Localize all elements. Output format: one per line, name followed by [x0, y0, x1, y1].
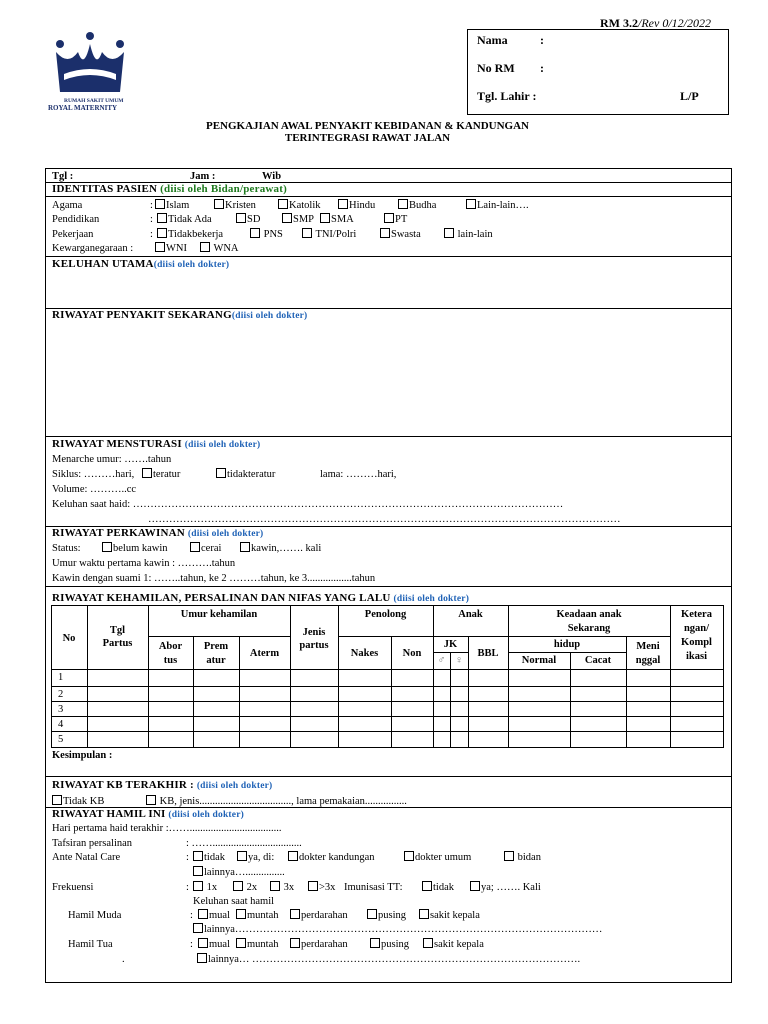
- lama-haid-field[interactable]: lama: ………hari,: [320, 469, 397, 480]
- female-icon: ♀: [455, 655, 463, 666]
- pekerjaan-tni-polri[interactable]: TNI/Polri: [302, 228, 356, 241]
- th-anak: Anak: [458, 609, 483, 620]
- male-icon: ♂: [437, 655, 446, 666]
- th-nakes: Nakes: [350, 648, 379, 659]
- status-label: Status:: [52, 543, 81, 554]
- kb-jenis[interactable]: KB, jenis..................................., lama pemakaian................: [146, 795, 407, 808]
- riwayat-mensturasi-title: RIWAYAT MENSTURASI (diisi oleh dokter): [52, 438, 261, 450]
- th-penolong: Penolong: [364, 609, 407, 620]
- hospital-name-line2: ROYAL MATERNITY: [48, 104, 118, 112]
- anc-dokter-kandungan[interactable]: dokter kandungan: [288, 851, 375, 864]
- anc-label: Ante Natal Care: [52, 852, 121, 863]
- pekerjaan-swasta[interactable]: Swasta: [380, 228, 421, 241]
- riwayat-kehamilan-title: RIWAYAT KEHAMILAN, PERSALINAN DAN NIFAS YANG LALU (diisi oleh dokter): [52, 592, 470, 604]
- status-cerai[interactable]: cerai: [190, 542, 221, 555]
- pendidikan-colon: :: [150, 214, 153, 225]
- patient-name-label: Nama: [477, 33, 508, 47]
- tua-perdarahan[interactable]: perdarahan: [290, 938, 348, 951]
- tua-muntah[interactable]: muntah: [236, 938, 279, 951]
- hospital-name-line1: RUMAH SAKIT UMUM: [64, 98, 124, 104]
- anc-dokter-umum[interactable]: dokter umum: [404, 851, 471, 864]
- table-row-1[interactable]: 1: [58, 672, 64, 683]
- volume-field[interactable]: Volume: ………..cc: [52, 484, 137, 495]
- imunisasi-ya[interactable]: ya; ……. Kali: [470, 881, 541, 894]
- agama-kristen[interactable]: Kristen: [214, 199, 256, 212]
- agama-katolik[interactable]: Katolik: [278, 199, 321, 212]
- anc-tidak[interactable]: tidak: [193, 851, 225, 864]
- frekuensi-more-3x[interactable]: >3x: [308, 881, 335, 894]
- pekerjaan-pns[interactable]: PNS: [250, 228, 283, 241]
- table-row-5[interactable]: 5: [58, 734, 64, 745]
- agama-islam[interactable]: Islam: [155, 199, 189, 212]
- patient-sex-label[interactable]: L/P: [680, 89, 699, 103]
- agama-lain[interactable]: Lain-lain….: [466, 199, 529, 212]
- frekuensi-1x[interactable]: 1x: [193, 881, 217, 894]
- kb-tidak[interactable]: Tidak KB: [52, 795, 104, 808]
- th-tgl: Tgl: [109, 625, 126, 636]
- th-keterangan-1: Ketera: [681, 609, 712, 620]
- muda-perdarahan[interactable]: perdarahan: [290, 909, 348, 922]
- riwayat-perkawinan-title: RIWAYAT PERKAWINAN (diisi oleh dokter): [52, 527, 264, 539]
- status-belum-kawin[interactable]: belum kawin: [102, 542, 168, 555]
- keluhan-haid-continuation[interactable]: ………………………………………………………………………………………………………………………: [148, 514, 621, 525]
- agama-colon: :: [150, 200, 153, 211]
- siklus-teratur[interactable]: teratur: [142, 468, 180, 481]
- tua-mual[interactable]: mual: [198, 938, 230, 951]
- pekerjaan-lain[interactable]: lain-lain: [444, 228, 493, 241]
- th-normal: Normal: [521, 655, 557, 666]
- th-keterangan-2: ngan/: [683, 623, 710, 634]
- keluhan-utama-title: KELUHAN UTAMA(diisi oleh dokter): [52, 258, 230, 270]
- th-keadaan-anak: Keadaan anak: [556, 609, 622, 620]
- form-title-1: PENGKAJIAN AWAL PENYAKIT KEBIDANAN & KANDUNGAN: [205, 120, 529, 132]
- hamil-tua-colon: :: [190, 939, 193, 950]
- patient-dob-label[interactable]: Tgl. Lahir :: [477, 89, 537, 103]
- hospital-crown-logo: [48, 30, 132, 98]
- agama-label: Agama: [52, 200, 83, 211]
- status-kawin[interactable]: kawin,……. kali: [240, 542, 321, 555]
- tua-pusing[interactable]: pusing: [370, 938, 409, 951]
- th-jenis: Jenis: [302, 627, 326, 638]
- form-code: RM 3.2/Rev 0/12/2022: [600, 16, 711, 30]
- pendidikan-label: Pendidikan: [52, 214, 100, 225]
- th-prematur-2: atur: [206, 655, 226, 666]
- imunisasi-label: Imunisasi TT:: [344, 882, 403, 893]
- muda-mual[interactable]: mual: [198, 909, 230, 922]
- th-prematur-1: Prem: [203, 641, 229, 652]
- table-row-2[interactable]: 2: [58, 689, 64, 700]
- pendidikan-tidak-ada[interactable]: Tidak Ada: [157, 213, 212, 226]
- muda-sakit-kepala[interactable]: sakit kepala: [419, 909, 480, 922]
- pendidikan-pt[interactable]: PT: [384, 213, 407, 226]
- tafsiran-label: Tafsiran persalinan: [52, 838, 133, 849]
- keluhan-hamil-label: Keluhan saat hamil: [193, 896, 275, 907]
- th-jenis-partus: partus: [299, 640, 329, 651]
- th-no: No: [62, 633, 76, 644]
- pendidikan-sd[interactable]: SD: [236, 213, 260, 226]
- muda-pusing[interactable]: pusing: [367, 909, 406, 922]
- siklus-field[interactable]: Siklus: ………hari,: [52, 469, 135, 480]
- tua-dot: .: [122, 954, 125, 965]
- anc-bidan[interactable]: bidan: [504, 851, 541, 864]
- tua-sakit-kepala[interactable]: sakit kepala: [423, 938, 484, 951]
- time-label[interactable]: Jam :: [190, 171, 216, 182]
- tafsiran-field[interactable]: : ……..................................: [186, 838, 302, 849]
- menarche-field[interactable]: Menarche umur: …….tahun: [52, 454, 172, 465]
- kewarganegaraan-wna[interactable]: WNA: [200, 242, 239, 255]
- agama-budha[interactable]: Budha: [398, 199, 436, 212]
- hpht-field[interactable]: Hari pertama haid terakhir :……...................................: [52, 823, 282, 834]
- pekerjaan-colon: :: [150, 229, 153, 240]
- th-hidup: hidup: [553, 639, 581, 650]
- date-label[interactable]: Tgl :: [52, 171, 74, 182]
- kewarganegaraan-wni[interactable]: WNI: [155, 242, 187, 255]
- th-meninggal-1: Meni: [636, 641, 660, 652]
- frekuensi-3x[interactable]: 3x: [270, 881, 294, 894]
- patient-name-colon[interactable]: :: [540, 33, 544, 47]
- anc-lainnya[interactable]: lainnya…...............: [193, 866, 285, 879]
- umur-kawin-field[interactable]: Umur waktu pertama kawin : ……….tahun: [52, 558, 236, 569]
- anc-colon: :: [186, 852, 189, 863]
- th-non: Non: [402, 648, 422, 659]
- th-abortus-1: Abor: [158, 641, 183, 652]
- hamil-muda-label: Hamil Muda: [68, 910, 122, 921]
- pendidikan-smp[interactable]: SMP: [282, 213, 314, 226]
- pekerjaan-label: Pekerjaan: [52, 229, 94, 240]
- identitas-title: IDENTITAS PASIEN (diisi oleh Bidan/perawat): [52, 183, 287, 195]
- patient-rm-label: No RM: [477, 61, 515, 75]
- patient-rm-colon[interactable]: :: [540, 61, 544, 75]
- imunisasi-tidak[interactable]: tidak: [422, 881, 454, 894]
- th-partus: Partus: [102, 638, 133, 649]
- muda-muntah[interactable]: muntah: [236, 909, 279, 922]
- keluhan-haid-field[interactable]: Keluhan saat haid: ……………………………………………………………………………………………………………: [52, 499, 564, 510]
- agama-hindu[interactable]: Hindu: [338, 199, 375, 212]
- riwayat-hamil-ini-title: RIWAYAT HAMIL INI (diisi oleh dokter): [52, 808, 244, 820]
- anc-ya[interactable]: ya, di:: [237, 851, 274, 864]
- hamil-muda-colon: :: [190, 910, 193, 921]
- kesimpulan-field[interactable]: Kesimpulan :: [52, 750, 113, 761]
- th-meninggal-2: nggal: [635, 655, 661, 666]
- pendidikan-sma[interactable]: SMA: [320, 213, 354, 226]
- pekerjaan-tidak-bekerja[interactable]: Tidakbekerja: [157, 228, 223, 241]
- th-aterm: Aterm: [249, 648, 280, 659]
- muda-lainnya[interactable]: lainnya……………………………………………………………………………………………: [193, 923, 602, 936]
- tua-lainnya[interactable]: lainnya… ………………………………………………………………………………….: [197, 953, 580, 966]
- frekuensi-colon: :: [186, 882, 189, 893]
- th-abortus-2: tus: [163, 655, 178, 666]
- timezone-label: Wib: [262, 171, 282, 182]
- th-keadaan-sekarang: Sekarang: [567, 623, 611, 634]
- th-keterangan-3: Kompl: [681, 637, 712, 648]
- hamil-tua-label: Hamil Tua: [68, 939, 113, 950]
- siklus-tidak-teratur[interactable]: tidakteratur: [216, 468, 275, 481]
- th-bbl: BBL: [477, 648, 499, 659]
- riwayat-penyakit-sekarang-title: RIWAYAT PENYAKIT SEKARANG(diisi oleh dokter): [52, 309, 308, 321]
- table-row-3[interactable]: 3: [58, 704, 64, 715]
- riwayat-kb-title: RIWAYAT KB TERAKHIR : (diisi oleh dokter): [52, 779, 273, 791]
- form-title-2: TERINTEGRASI RAWAT JALAN: [284, 132, 451, 144]
- table-row-4[interactable]: 4: [58, 719, 64, 730]
- th-cacat: Cacat: [584, 655, 612, 666]
- frekuensi-label: Frekuensi: [52, 882, 94, 893]
- kewarganegaraan-label: Kewarganegaraan :: [52, 243, 134, 254]
- th-umur-kehamilan: Umur kehamilan: [180, 609, 258, 620]
- th-keterangan-4: ikasi: [685, 651, 707, 662]
- th-jk: JK: [443, 639, 458, 650]
- kawin-suami-field[interactable]: Kawin dengan suami 1: ……..tahun, ke 2 ………tahun, ke 3.................tahun: [52, 573, 376, 584]
- frekuensi-2x[interactable]: 2x: [233, 881, 257, 894]
